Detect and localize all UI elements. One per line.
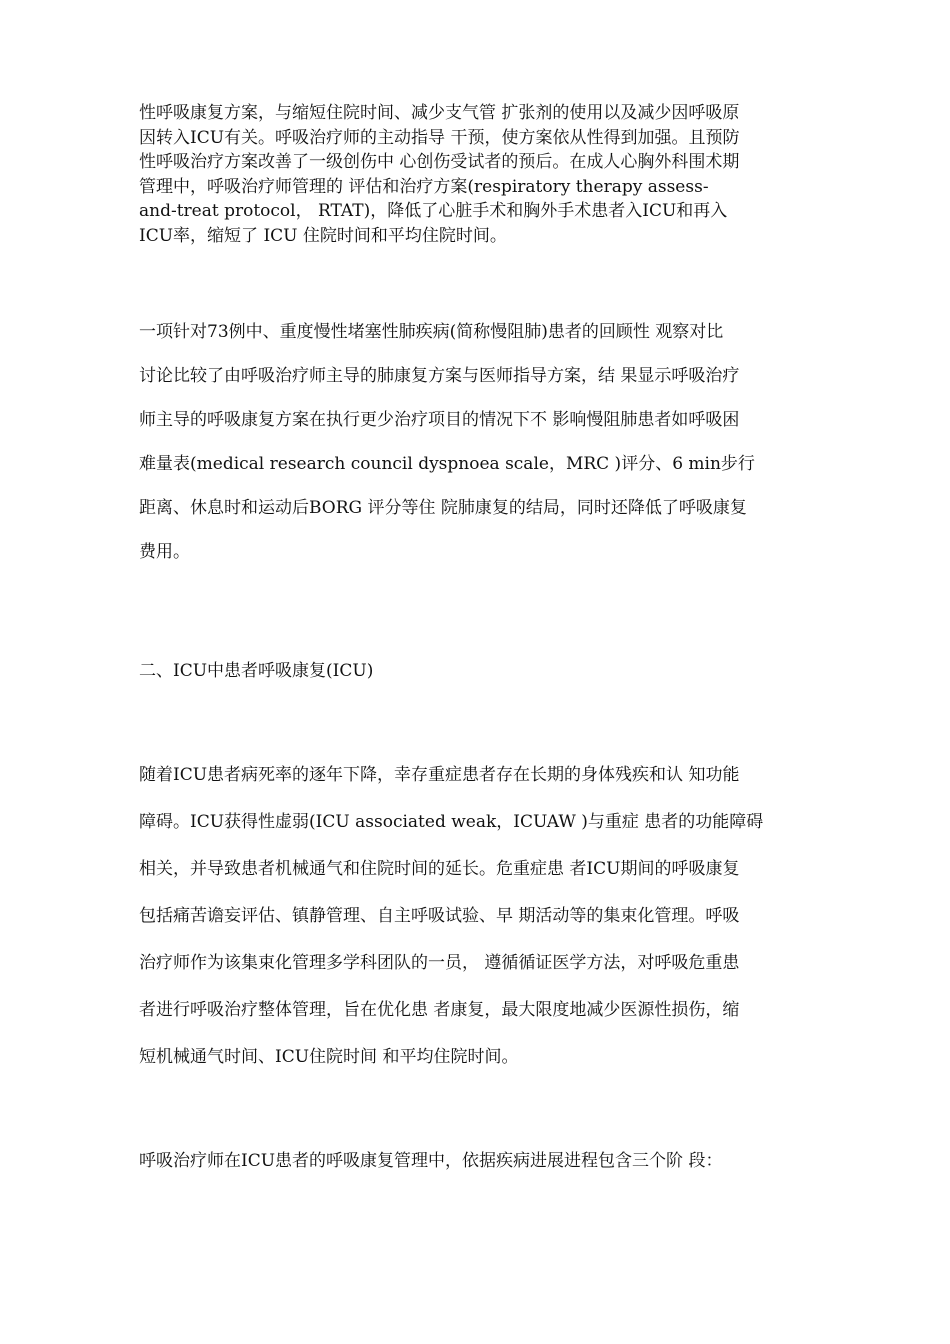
paragraph-respiratory-rehab-protocol [139,101,829,248]
text-line: 相关，并导致患者机械通气和住院时间的延长。危重症患 者ICU期间的呼吸康复 [139,859,740,879]
text-line: 难量表(medical research council dyspnoea scale，MRC )评分、6 min步行 [139,454,755,474]
text-line: 一项针对73例中、重度慢性堵塞性肺疾病(简称慢阻肺)患者的回顾性 观察对比 [139,322,724,342]
text-line: 者进行呼吸治疗整体管理，旨在优化患 者康复，最大限度地减少医源性损伤，缩 [139,1000,740,1020]
text-line: 性呼吸治疗方案改善了一级创伤中 心创伤受试者的预后。在成人心胸外科围术期 [139,152,740,172]
paragraph-three-stages: 呼吸治疗师在ICU患者的呼吸康复管理中，依据疾病进展进程包含三个阶 段： [139,1151,723,1171]
text-line: 治疗师作为该集束化管理多学科团队的一员， 遵循循证医学方法，对呼吸危重患 [139,953,740,973]
text-line: 障碍。ICU获得性虚弱(ICU associated weak，ICUAW )与重症 患者的功能障碍 [139,812,764,832]
section-heading: 二、ICU中患者呼吸康复(ICU) [139,661,374,681]
text-line: ICU率，缩短了 ICU 住院时间和平均住院时间。 [139,225,507,246]
text-line: 距离、休息时和运动后BORG 评分等住 院肺康复的结局，同时还降低了呼吸康复 [139,498,747,518]
text-line: 性呼吸康复方案，与缩短住院时间、减少支气管 扩张剂的使用以及减少因呼吸原 [139,103,740,123]
text-line: and-treat protocol， RTAT)，降低了心脏手术和胸外手术患者入ICU和再入 [139,201,728,221]
text-line: 随着ICU患者病死率的逐年下降，幸存重症患者存在长期的身体残疾和认 知功能 [139,765,740,785]
paragraph-icu-rehab [139,752,829,1081]
paragraph-copd-study [139,310,829,574]
text-line: 讨论比较了由呼吸治疗师主导的肺康复方案与医师指导方案，结 果显示呼吸治疗 [139,366,740,386]
text-line: 短机械通气时间、ICU住院时间 和平均住院时间。 [139,1047,519,1067]
text-line: 包括痛苦谵妄评估、镇静管理、自主呼吸试验、早 期活动等的集束化管理。呼吸 [139,906,740,926]
text-line: 师主导的呼吸康复方案在执行更少治疗项目的情况下不 影响慢阻肺患者如呼吸困 [139,410,740,430]
text-line: 费用。 [139,542,190,562]
text-line: 因转入ICU有关。呼吸治疗师的主动指导 干预，使方案依从性得到加强。且预防 [139,127,740,148]
text-line: 管理中，呼吸治疗师管理的 评估和治疗方案(respiratory therapy assess- [139,176,709,197]
